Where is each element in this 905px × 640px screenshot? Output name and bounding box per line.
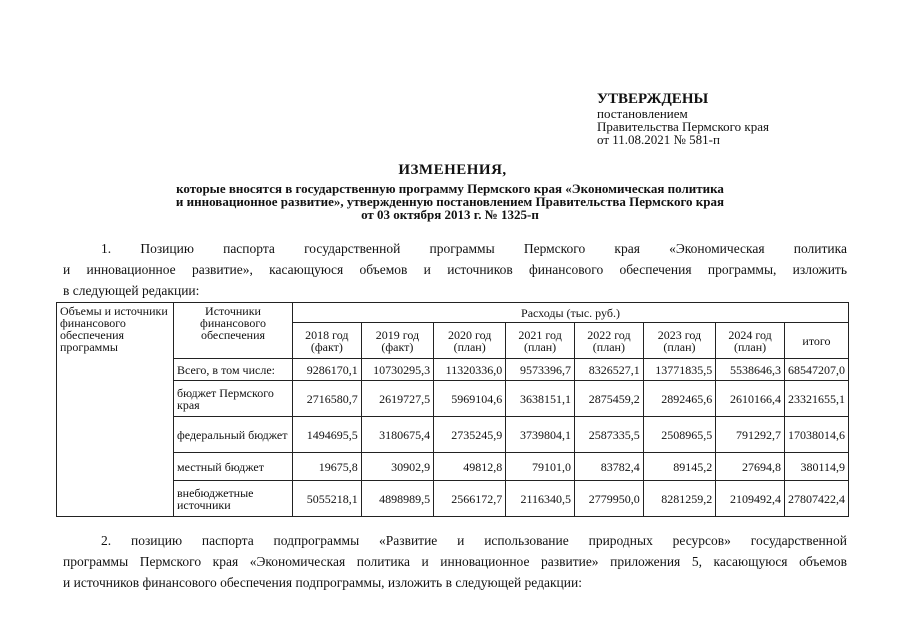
cell-value: 2587335,5 — [575, 417, 644, 453]
paragraph-line: программы Пермского края «Экономическая политика и инновационное развитие» приложения 5, касающуюся объемов — [63, 554, 847, 569]
paragraph-line: и инновационное развитие», касающуюся объемов и источников финансового обеспечения программы, изложить — [63, 262, 847, 277]
table-col2-header: Источники финансового обеспечения — [174, 303, 293, 359]
cell-value: 13771835,5 — [643, 359, 715, 381]
cell-value: 10730295,3 — [361, 359, 433, 381]
cell-value: 8326527,1 — [575, 359, 644, 381]
approval-date: от 11.08.2021 № 581-п — [597, 132, 720, 147]
cell-total: 23321655,1 — [784, 381, 848, 417]
cell-value: 3739804,1 — [506, 417, 575, 453]
paragraph-line: в следующей редакции: — [63, 283, 200, 298]
table-row — [57, 481, 849, 517]
cell-value: 5969104,6 — [434, 381, 506, 417]
cell-value: 2716580,7 — [293, 381, 362, 417]
cell-value: 2566172,7 — [434, 481, 506, 517]
cell-value: 83782,4 — [575, 453, 644, 481]
cell-value: 2109492,4 — [716, 481, 785, 517]
table-expenses-header: Расходы (тыс. руб.) — [293, 303, 849, 323]
cell-value: 9573396,7 — [506, 359, 575, 381]
year-header: 2019 год (факт) — [361, 323, 433, 359]
row-label: местный бюджет — [174, 453, 293, 481]
cell-value: 1494695,5 — [293, 417, 362, 453]
year-header: 2018 год (факт) — [293, 323, 362, 359]
document-title: ИЗМЕНЕНИЯ, — [398, 162, 507, 178]
table-row — [57, 453, 849, 481]
year-header: 2024 год (план) — [716, 323, 785, 359]
cell-value: 49812,8 — [434, 453, 506, 481]
approval-title: УТВЕРЖДЕНЫ — [597, 91, 709, 107]
cell-value: 2892465,6 — [643, 381, 715, 417]
cell-value: 3180675,4 — [361, 417, 433, 453]
row-label: бюджет Пермского края — [174, 381, 293, 417]
cell-value: 2610166,4 — [716, 381, 785, 417]
cell-total: 17038014,6 — [784, 417, 848, 453]
cell-value: 2735245,9 — [434, 417, 506, 453]
cell-value: 2619727,5 — [361, 381, 433, 417]
table-col1-header: Объемы и источники финансового обеспечения программы — [57, 303, 174, 517]
cell-value: 2779950,0 — [575, 481, 644, 517]
paragraph-line: и источников финансового обеспечения подпрограммы, изложить в следующей редакции: — [63, 575, 582, 590]
cell-value: 791292,7 — [716, 417, 785, 453]
paragraph-2 — [63, 530, 847, 593]
cell-value: 3638151,1 — [506, 381, 575, 417]
table-row — [57, 359, 849, 381]
approval-line: Правительства Пермского края — [597, 119, 769, 134]
cell-value: 4898989,5 — [361, 481, 433, 517]
approval-line: постановлением — [597, 106, 688, 121]
cell-value: 19675,8 — [293, 453, 362, 481]
year-header: 2023 год (план) — [643, 323, 715, 359]
cell-total: 68547207,0 — [784, 359, 848, 381]
cell-value: 2875459,2 — [575, 381, 644, 417]
cell-value: 5538646,3 — [716, 359, 785, 381]
total-header: итого — [784, 323, 848, 359]
cell-value: 8281259,2 — [643, 481, 715, 517]
year-header: 2022 год (план) — [575, 323, 644, 359]
cell-total: 380114,9 — [784, 453, 848, 481]
approval-block — [597, 91, 769, 146]
paragraph-1 — [63, 238, 847, 301]
cell-value: 2508965,5 — [643, 417, 715, 453]
paragraph-line: 2. позицию паспорта подпрограммы «Развитие и использование природных ресурсов» государственной — [101, 533, 847, 548]
table-row — [57, 381, 849, 417]
year-header: 2020 год (план) — [434, 323, 506, 359]
financing-table — [56, 302, 849, 517]
row-label: внебюджетные источники — [174, 481, 293, 517]
cell-value: 2116340,5 — [506, 481, 575, 517]
paragraph-line: 1. Позицию паспорта государственной программы Пермского края «Экономическая политика — [101, 241, 847, 256]
row-label: федеральный бюджет — [174, 417, 293, 453]
subtitle-line: и инновационное развитие», утвержденную постановлением Правительства Пермского края — [175, 194, 725, 209]
document-subtitle — [120, 182, 780, 221]
cell-value: 27694,8 — [716, 453, 785, 481]
cell-value: 5055218,1 — [293, 481, 362, 517]
row-label: Всего, в том числе: — [174, 359, 293, 381]
cell-value: 79101,0 — [506, 453, 575, 481]
table-row — [57, 417, 849, 453]
subtitle-line: от 03 октября 2013 г. № 1325-п — [361, 207, 539, 222]
cell-value: 89145,2 — [643, 453, 715, 481]
cell-value: 11320336,0 — [434, 359, 506, 381]
cell-value: 9286170,1 — [293, 359, 362, 381]
subtitle-line: которые вносятся в государственную программу Пермского края «Экономическая политика — [176, 181, 724, 196]
cell-total: 27807422,4 — [784, 481, 848, 517]
cell-value: 30902,9 — [361, 453, 433, 481]
year-header: 2021 год (план) — [506, 323, 575, 359]
